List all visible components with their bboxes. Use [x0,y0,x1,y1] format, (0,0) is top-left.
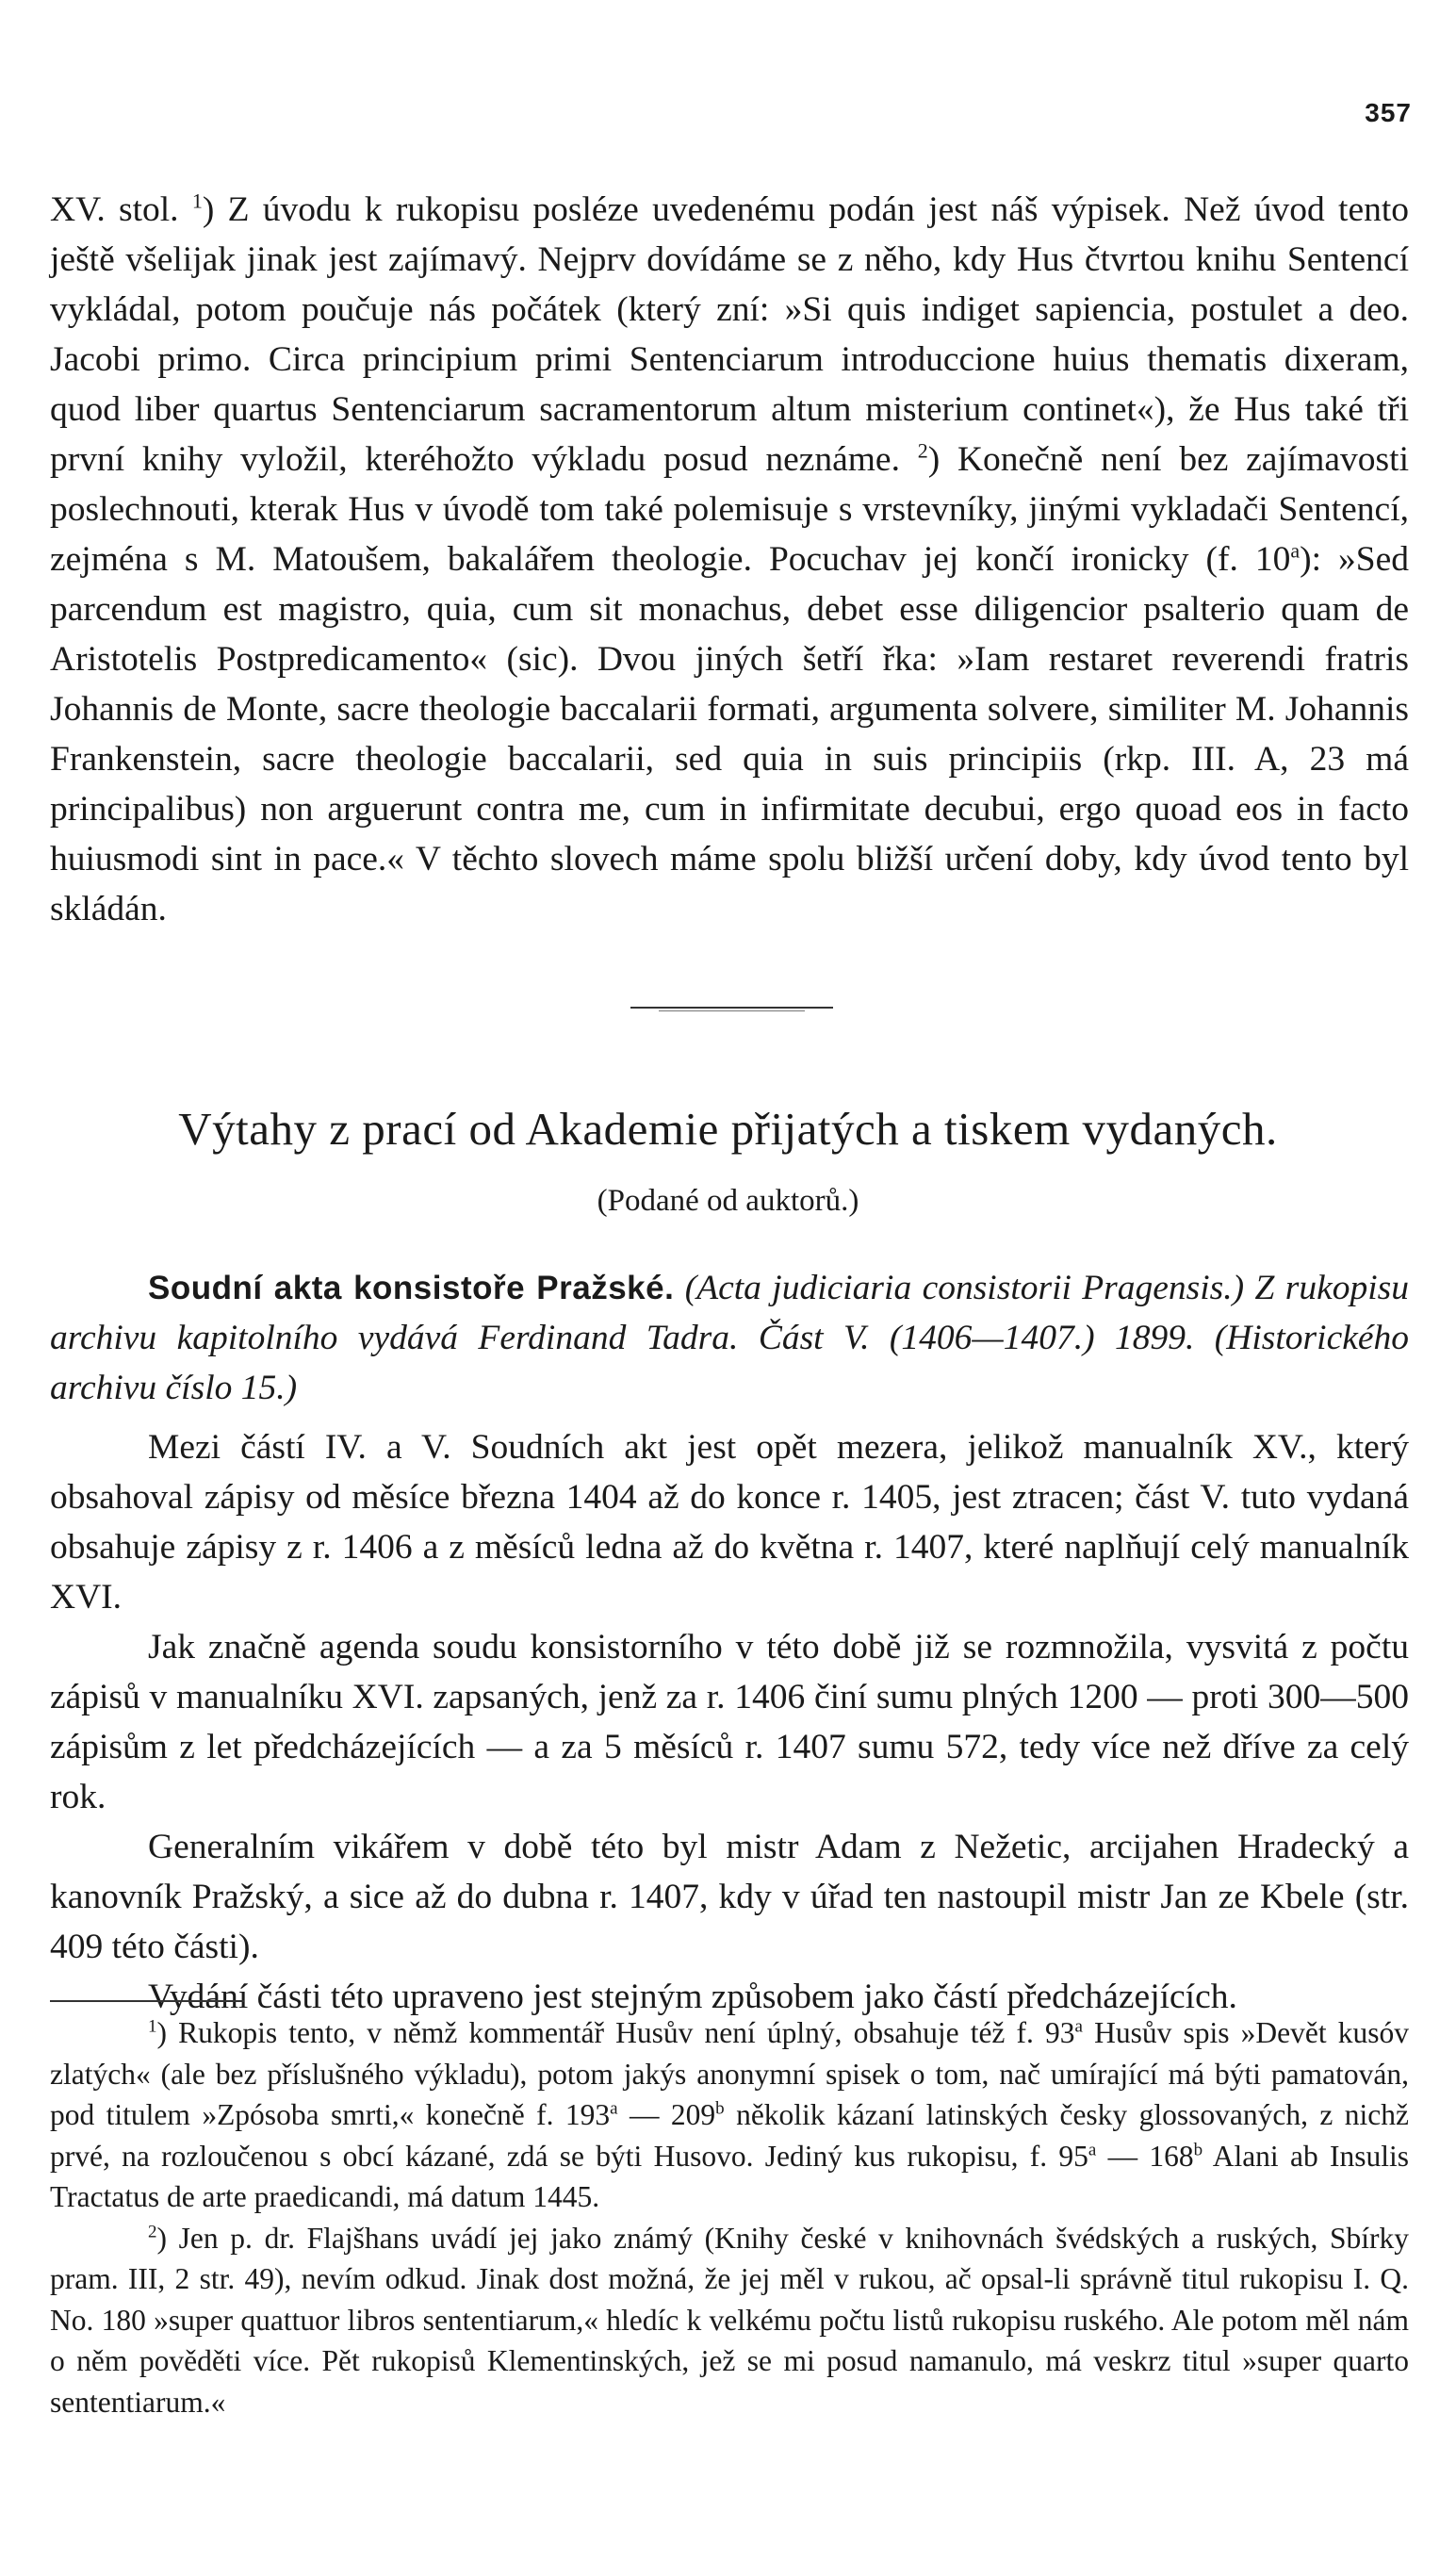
folio-superscript: a [1290,538,1301,563]
text-run: několik kázaní latinských česky glossovaných, z nichž prvé, na rozloučenou s obcí kázané, zdá se býti Husovo. Jediný kus rukopisu, f. 95 [50,2098,1409,2173]
text-run: ) Z úvodu k rukopisu posléze uvedenému podán jest náš výpisek. Než úvod tento ještě všelijak jinak jest zajímavý. Nejprv dovídáme se z něho, kdy Hus čtvrtou knihu Sentencí vykládal, potom poučuje nás počátek (který zní: »Si quis indiget sapiencia, postulet a deo. Jacobi primo. Circa principium primi Sentenciarum introduccione huius thematis dixeram, quod liber quartus Sentenciarum sacramentorum altum misterium continet«), že Hus také tři první knihy vyložil, kteréhožto výkladu posud neznáme. [50,190,1410,479]
paragraph-hus-intro [50,185,1409,934]
folio-superscript: a [1088,2140,1097,2159]
footnote-marker: 2 [148,2222,157,2241]
folio-superscript: a [1074,2016,1083,2037]
text-run: ) Jen p. dr. Flajšhans uvádí jej jako známý (Knihy české v knihovnách švédských a ruských, Sbírky pram. III, 2 str. 49), nevím odkud. Jinak dost možná, že jej měl v rukou, ač opsal-li správně titul rukopisu I. Q. No. 180 »super quattuor libros sententiarum,« hledíc k velkému počtu listů rukopisu ruského. Ale potom měl nám o něm pověděti více. Pět rukopisů Klementinských, jež se mi posud namanulo, má veskrz titul »super quarto sententiarum.« [50,2221,1409,2419]
footnote-rule [50,2000,244,2002]
text-run: ): »Sed parcendum est magistro, quia, cum sit monachus, debet esse diligencior psalterio quam de Aristotelis Postpredicamento« (sic). Dvou jiných šetří řka: »Iam restaret reverendi fratris Johannis de Monte, sacre theologie baccalarii formati, argumenta solvere, similiter M. Johannis Frankenstein, sacre theologie baccalarii, sed quia in suis principiis (rkp. III. A, 23 má principalibus) non arguerunt contra me, cum in infirmitate decubui, ergo quoad eos in facto huiusmodi sint in pace.« V těchto slovech máme spolu bližší určení doby, kdy úvod tento byl skládán. [50,540,1409,928]
footnotes [50,2012,1409,2422]
review-paragraph: Vydání části této upraveno jest stejným způsobem jako částí předcházejících. [148,1978,1237,2016]
divider-line [659,1010,805,1011]
footnote-2 [50,2218,1409,2423]
page-number: 357 [1365,98,1412,127]
section-subheading: (Podané od auktorů.) [597,1184,859,1218]
text-run: Alani ab Insulis Tractatus de arte praedicandi, má datum 1445. [50,2139,1409,2213]
review-citation: (Acta judiciaria consistorii Pragensis.) Z rukopisu archivu kapitolního vydává Ferdinand Tadra. Část V. (1406—1407.) 1899. (Historického archivu číslo 15.) [50,1269,1409,1407]
text-run: Husův spis »Devět kusóv zlatých« (ale bez příslušného výkladu), potom jakýs anonymní spisek o tom, nač umírající má býti pamatován, pod titulem »Zpósoba smrti,« konečně f. 193 [50,2016,1409,2131]
text-run: ) Konečně není bez zajímavosti poslechnouti, kterak Hus v úvodě tom také polemisuje s vrstevníky, jinými vykladači Sentencí, zejména s M. Matoušem, bakalářem theologie. Pocuchav jej končí ironicky (f. 10 [50,440,1409,579]
review-body [50,1422,1409,2022]
review-title: Soudní akta konsistoře Pražské. [148,1270,675,1306]
footnote-ref-1: 1 [191,189,203,213]
text-run: ) Rukopis tento, v němž kommentář Husův není úplný, obsahuje též f. 93 [156,2016,1075,2049]
folio-superscript: b [715,2098,725,2119]
text-run: — 209 [617,2098,716,2131]
folio-superscript: b [1193,2140,1203,2159]
review-paragraph: Jak značně agenda soudu konsistorního v této době již se rozmnožila, vysvitá z počtu zápisů v manualníku XVI. zapsaných, jenž za r. 1406 činí sumu plných 1200 — proti 300—500 zápisům z let předcházejících — a za 5 měsíců r. 1407 sumu 572, tedy více než dříve za celý rok. [50,1628,1409,1816]
footnote-marker: 1 [148,2016,157,2037]
footnote-ref-2: 2 [917,438,928,463]
review-entry [50,1263,1409,1413]
review-paragraph: Mezi částí IV. a V. Soudních akt jest opět mezera, jelikož manualník XV., který obsahoval zápisy od měsíce března 1404 až do konce r. 1405, jest ztracen; část V. tuto vydaná obsahuje zápisy z r. 1406 a z měsíců ledna až do května r. 1407, které naplňují celý manualník XVI. [50,1428,1409,1617]
review-paragraph: Generalním vikářem v době této byl mistr Adam z Nežetic, arcijahen Hradecký a kanovník Pražský, a sice až do dubna r. 1407, kdy v úřad ten nastoupil mistr Jan ze Kbele (str. 409 této části). [50,1828,1409,1966]
text-run: XV. stol. [50,190,192,229]
text-run: — 168 [1096,2139,1194,2173]
section-divider [630,1007,833,1012]
divider-line [630,1007,833,1009]
main-text-block [50,185,1409,934]
folio-superscript: a [610,2098,618,2119]
footnote-1 [50,2012,1409,2218]
section-heading: Výtahy z prací od Akademie přijatých a tiskem vydaných. [178,1103,1278,1155]
